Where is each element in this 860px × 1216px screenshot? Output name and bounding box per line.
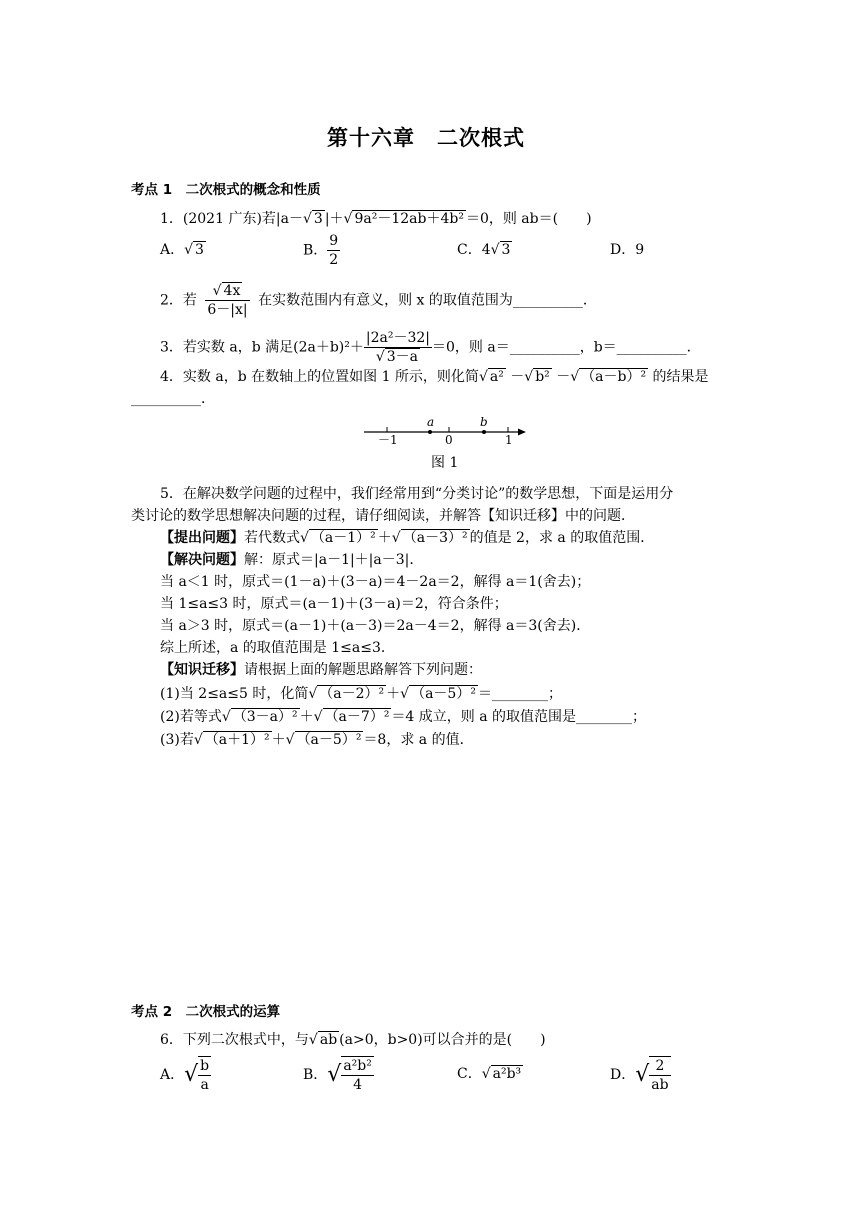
question-4: 4．实数 a，b 在数轴上的位置如图 1 所示，则化简√ a² －√ b² －√ （a－b）² 的结果是: [160, 369, 709, 385]
q5-case-3: 当 a＞3 时，原式＝(a－1)＋(a－3)＝2a－4＝2，解得 a＝3(舍去)．: [160, 618, 591, 634]
q5-sub-3: (3)若√ （a＋1）² ＋√ （a－5）² ＝8，求 a 的值．: [160, 732, 474, 748]
q4-answer-blank: __________．: [131, 391, 215, 407]
q1-option-d: D．9: [610, 242, 645, 258]
arrow-icon: [518, 429, 526, 436]
q5-case-2: 当 1≤a≤3 时，原式＝(a－1)＋(3－a)＝2，符合条件；: [160, 596, 508, 612]
q6-option-d: D．√ $\frac{2}{ab}$: [610, 1058, 669, 1093]
q1-option-a: A．√ 3: [160, 242, 204, 258]
label-b: b: [480, 415, 488, 429]
page-title: 第十六章 二次根式: [327, 125, 525, 150]
q1-radical-1: 3: [313, 211, 323, 227]
q1-option-b: B． $\frac{9}{2}$: [303, 233, 339, 268]
figure-caption: 图 1: [431, 455, 459, 471]
q5-knowledge-transfer: 【知识迁移】请根据上面的解题思路解答下列问题：: [160, 662, 482, 678]
q1-stem-c: ＝0，则 ab＝( ): [465, 211, 592, 227]
point-a: [428, 430, 432, 434]
q5-case-1: 当 a＜1 时，原式＝(1－a)＋(3－a)＝4－2a＝2，解得 a＝1(舍去)；: [160, 574, 591, 590]
question-2: 2．若 $\frac{√ 4x}{6-|x|}$ 在实数范围内有意义，则 x 的取值范围为__________．: [160, 283, 597, 318]
tick-label-1: 1: [505, 433, 513, 446]
question-1: 1．(2021 广东)若|a－√ 3 |＋√ 9a²－12ab＋4b² ＝0，则 ab＝( ): [160, 211, 592, 227]
label-a: a: [427, 415, 435, 429]
q6-option-a: A．√ $\frac{b}{a}$: [160, 1058, 210, 1093]
q6-option-c: C．√ a²b³: [457, 1066, 522, 1082]
q1-radical-2: 9a²－12ab＋4b²: [354, 211, 464, 227]
q5-line-1: 5．在解决数学问题的过程中，我们经常用到“分类讨论”的数学思想，下面是运用分: [160, 486, 674, 502]
question-6: 6．下列二次根式中，与√ ab (a>0，b>0)可以合并的是( ): [160, 1032, 546, 1048]
q6-option-b: B．√ $\frac{\text{a²b²}}{4}$: [303, 1058, 372, 1093]
q5-raise-question: 【提出问题】若代数式√ （a－1）² ＋√ （a－3）² 的值是 2，求 a 的取值范围．: [160, 530, 655, 546]
q5-sub-2: (2)若等式√ （3－a）² ＋√ （a－7）² ＝4 成立，则 a 的取值范围是________；: [160, 709, 647, 725]
question-3: 3．若实数 a，b 满足(2a＋b)²＋ $\frac{\text{|2a²－32|}}{√ 3-a}$ ＝0，则 a＝__________，b＝__________．: [160, 330, 701, 365]
q5-sub-1: (1)当 2≤a≤5 时，化简√ （a－2）² ＋√ （a－5）² ＝________；: [160, 686, 562, 702]
tick-label-neg1: －1: [378, 433, 398, 446]
section-heading-1: 考点 1 二次根式的概念和性质: [131, 182, 321, 198]
q5-conclusion: 综上所述，a 的取值范围是 1≤a≤3．: [160, 640, 395, 656]
tick-label-0: 0: [445, 433, 453, 446]
q5-solve-question: 【解决问题】解：原式＝|a－1|＋|a－3|．: [160, 552, 424, 568]
section-heading-2: 考点 2 二次根式的运算: [131, 1004, 281, 1020]
q1-option-c: C．4√ 3: [457, 242, 511, 258]
number-line-figure: [360, 412, 535, 446]
q1-stem-b: |＋: [324, 211, 344, 227]
q1-stem: 1．(2021 广东)若|a－: [160, 211, 303, 227]
point-b: [482, 430, 486, 434]
q5-line-2: 类讨论的数学思想解决问题的过程，请仔细阅读，并解答【知识迁移】中的问题．: [131, 508, 635, 524]
